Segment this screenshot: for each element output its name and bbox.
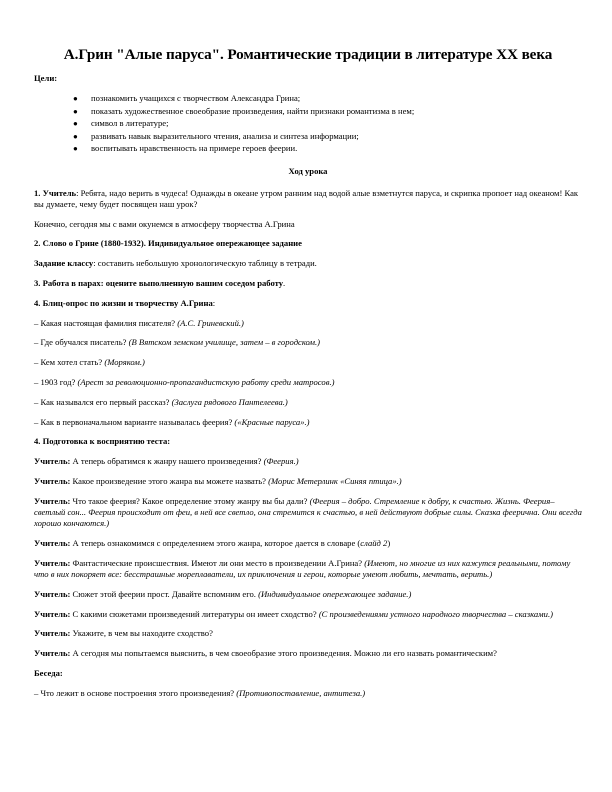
- teacher-line: Учитель: Что такое феерия? Какое определение этому жанру вы бы дали? (Феерия – добро. Стремление к добру, к счастью. Жизнь. Феерия– светлый сон... Феерия происходит от феи, в ней все светло, она стремится к счастью, в ней действуют добрые силы. Сказка феерична. Они всегда хорошо кончаются.): [34, 495, 582, 529]
- goal-item: ● познакомить учащихся с творчеством Александра Грина;: [73, 93, 301, 104]
- quiz-item: – Какая настоящая фамилия писателя? (А.С. Гриневский.): [34, 317, 244, 328]
- paragraph-pair-work: 3. Работа в парах: оцените выполненную вашим соседом работу.: [34, 278, 286, 288]
- document-title: А.Грин "Алые паруса". Романтические традиции в литературе XX века: [63, 46, 553, 63]
- document-page: [34, 46, 582, 708]
- quiz-item: – 1903 год? (Арест за революционно-пропагандистскую работу среди матросов.): [34, 376, 335, 387]
- bullet-icon: ●: [73, 119, 78, 129]
- lesson-heading: Ход урока: [288, 166, 328, 177]
- teacher-line: Учитель: Фантастические происшествия. Имеют ли они место в произведении А.Грина? (Имеют, но многие из них кажутся реальными, потому что в них покоряет все: бесстрашные мореплаватели, их приключения и герои, которые умеют любить, мечтать, верить.): [34, 557, 571, 579]
- goal-item: ● воспитывать нравственность на примере героев феерии.: [73, 143, 298, 154]
- teacher-line: Учитель: С какими сюжетами произведений литературы он имеет сходство? (С произведениями устного народного творчества – сказками.): [34, 608, 553, 619]
- teacher-line: Учитель: А сегодня мы попытаемся выяснить, в чем своеобразие этого произведения. Можно ли его назвать романтическим?: [34, 648, 497, 659]
- quiz-item: – Как в первоначальном варианте называлась феерия? («Красные паруса».): [34, 416, 310, 427]
- bullet-icon: ●: [73, 94, 78, 104]
- paragraph-immersion: Конечно, сегодня мы с вами окунемся в атмосферу творчества А.Грина: [34, 218, 295, 229]
- teacher-line: Учитель: Укажите, в чем вы находите сходство?: [34, 628, 213, 639]
- paragraph-teacher-intro: 1. Учитель: Ребята, надо верить в чудеса! Однажды в океане утром ранним над водой алые взметнутся паруса, и скрипка пропоет над океаном! Как вы думаете, чему будет посвящен наш урок?: [34, 187, 579, 209]
- paragraph-class-task: Задание классу: составить небольшую хронологическую таблицу в тетради.: [34, 258, 317, 269]
- paragraph-blitz-quiz: 4. Блиц-опрос по жизни и творчеству А.Грина:: [34, 297, 216, 308]
- bullet-icon: ●: [73, 131, 78, 141]
- bullet-icon: ●: [73, 144, 78, 154]
- goals-label: Цели:: [34, 73, 58, 83]
- paragraph-about-grin: 2. Слово о Грине (1880-1932). Индивидуальное опережающее задание: [34, 238, 302, 249]
- teacher-line: Учитель: А теперь обратимся к жанру нашего произведения? (Феерия.): [34, 456, 299, 467]
- quiz-item: – Где обучался писатель? (В Вятском земском училище, затем – в городском.): [34, 337, 321, 348]
- goal-item: ● показать художественное своеобразие произведения, найти признаки романтизма в нем;: [73, 105, 415, 116]
- conversation-label: Беседа:: [34, 667, 63, 678]
- quiz-item: – Кем хотел стать? (Моряком.): [34, 357, 145, 368]
- quiz-item: – Как назывался его первый рассказ? (Заслуга рядового Пантелеева.): [34, 396, 288, 407]
- bullet-icon: ●: [73, 106, 78, 116]
- conversation-item: – Что лежит в основе построения этого произведения? (Противопоставление, антитеза.): [34, 687, 366, 698]
- paragraph-test-prep: 4. Подготовка к восприятию теста:: [34, 436, 171, 447]
- goal-item: ● символ в литературе;: [73, 118, 169, 129]
- teacher-line: Учитель: Сюжет этой феерии прост. Давайте вспомним его. (Индивидуальное опережающее задание.): [34, 588, 412, 599]
- teacher-line: Учитель: А теперь ознакомимся с определением этого жанра, которое дается в словаре (слайд 2): [34, 537, 391, 548]
- goal-item: ● развивать навык выразительного чтения, анализа и синтеза информации;: [73, 130, 359, 141]
- goals-list: [34, 93, 582, 154]
- teacher-line: Учитель: Какое произведение этого жанра вы можете назвать? (Морис Метерлинк «Синяя птица».): [34, 475, 402, 486]
